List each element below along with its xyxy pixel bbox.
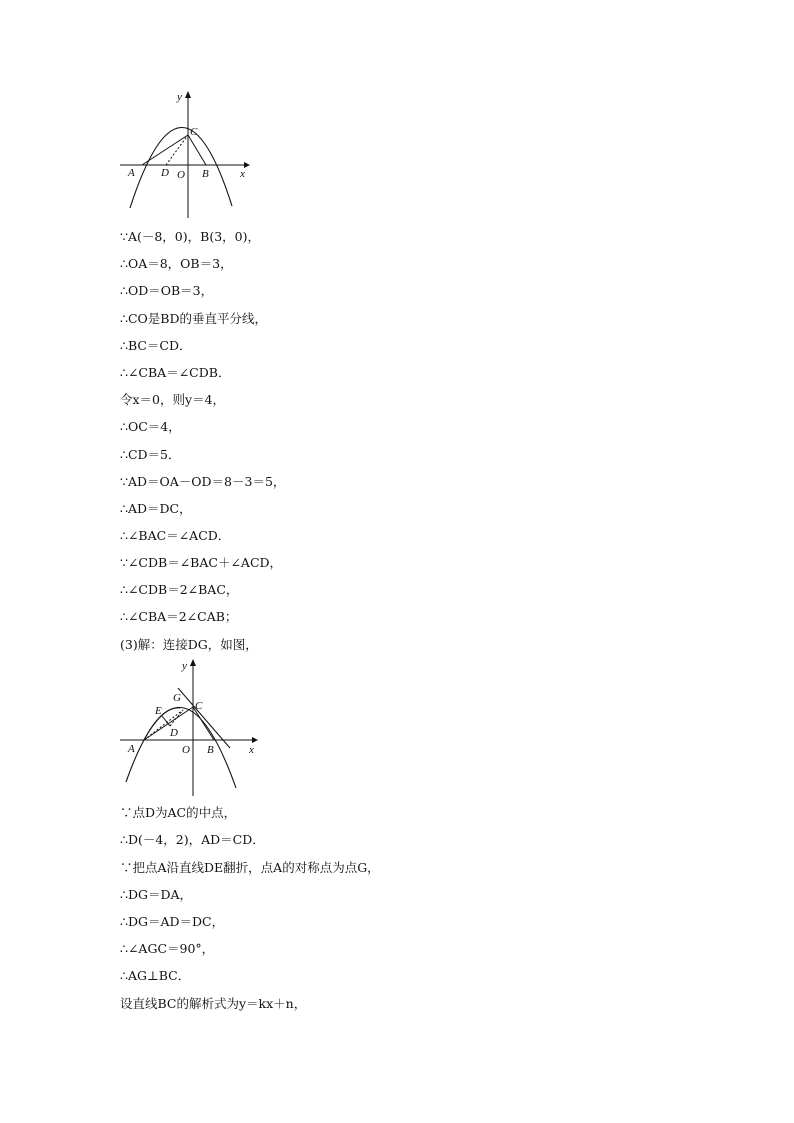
text-line: ∴OD＝OB＝3，: [120, 283, 214, 298]
figure-2-svg: [118, 656, 263, 798]
label-o: O: [177, 169, 185, 181]
segment-cb: [188, 135, 206, 165]
label-d: D: [161, 167, 169, 179]
y-axis-arrow: [190, 659, 196, 666]
text-line: ∴CO是BD的垂直平分线，: [120, 311, 267, 326]
label-d: D: [170, 727, 178, 739]
label-x: x: [240, 168, 245, 180]
text-line: ∴D(－4，2)，AD＝CD．: [120, 832, 265, 847]
text-line: ∴BC＝CD．: [120, 338, 192, 353]
text-line: ∴OA＝8，OB＝3，: [120, 256, 233, 271]
text-line: ∴∠AGC＝90°，: [120, 941, 215, 956]
text-line: ∴∠CBA＝∠CDB．: [120, 365, 231, 380]
label-x: x: [249, 744, 254, 756]
y-axis-arrow: [185, 91, 191, 98]
label-c: C: [195, 700, 203, 712]
text-line: ∴∠CDB＝2∠BAC，: [120, 582, 239, 597]
text-line: ∵A(－8，0)，B(3，0)，: [120, 229, 260, 244]
text-line: ∴∠BAC＝∠ACD．: [120, 528, 231, 543]
label-y: y: [182, 660, 187, 672]
text-line: ∵∠CDB＝∠BAC＋∠ACD，: [120, 555, 283, 570]
line-bc: [178, 688, 230, 748]
figure-1-svg: [118, 88, 253, 220]
label-e: E: [155, 705, 162, 717]
text-line: ∴CD＝5．: [120, 447, 181, 462]
label-b: B: [202, 168, 209, 180]
text-line: ∴AD＝DC，: [120, 501, 192, 516]
segment-dc-dashed: [166, 135, 188, 165]
label-o: O: [182, 744, 190, 756]
figure-1-parabola: [118, 88, 253, 220]
segment-ed: [162, 716, 170, 726]
text-line: ∴DG＝AD＝DC，: [120, 914, 225, 929]
text-line: ∵AD＝OA－OD＝8－3＝5，: [120, 474, 286, 489]
label-a: A: [128, 743, 135, 755]
x-axis-arrow: [244, 162, 250, 168]
x-axis-arrow: [252, 737, 258, 743]
label-c: C: [190, 126, 198, 138]
text-line: ∴DG＝DA，: [120, 887, 193, 902]
text-line: ∵把点A沿直线DE翻折，点A的对称点为点G，: [120, 860, 380, 875]
parabola-curve: [126, 707, 236, 788]
text-line: ∴OC＝4，: [120, 419, 181, 434]
label-y: y: [177, 91, 182, 103]
segment-ac: [142, 135, 188, 165]
label-a: A: [128, 167, 135, 179]
text-line: ∴∠CBA＝2∠CAB；: [120, 609, 238, 624]
text-line: 设直线BC的解析式为y＝kx＋n，: [120, 996, 307, 1011]
label-b: B: [207, 744, 214, 756]
text-line: (3)解：连接DG，如图，: [120, 637, 258, 652]
text-line: ∴AG⊥BC．: [120, 968, 191, 983]
text-line: 令x＝0，则y＝4，: [120, 392, 226, 407]
label-g: G: [173, 692, 181, 704]
text-line: ∵点D为AC的中点，: [120, 805, 237, 820]
figure-2-parabola: [118, 656, 263, 798]
